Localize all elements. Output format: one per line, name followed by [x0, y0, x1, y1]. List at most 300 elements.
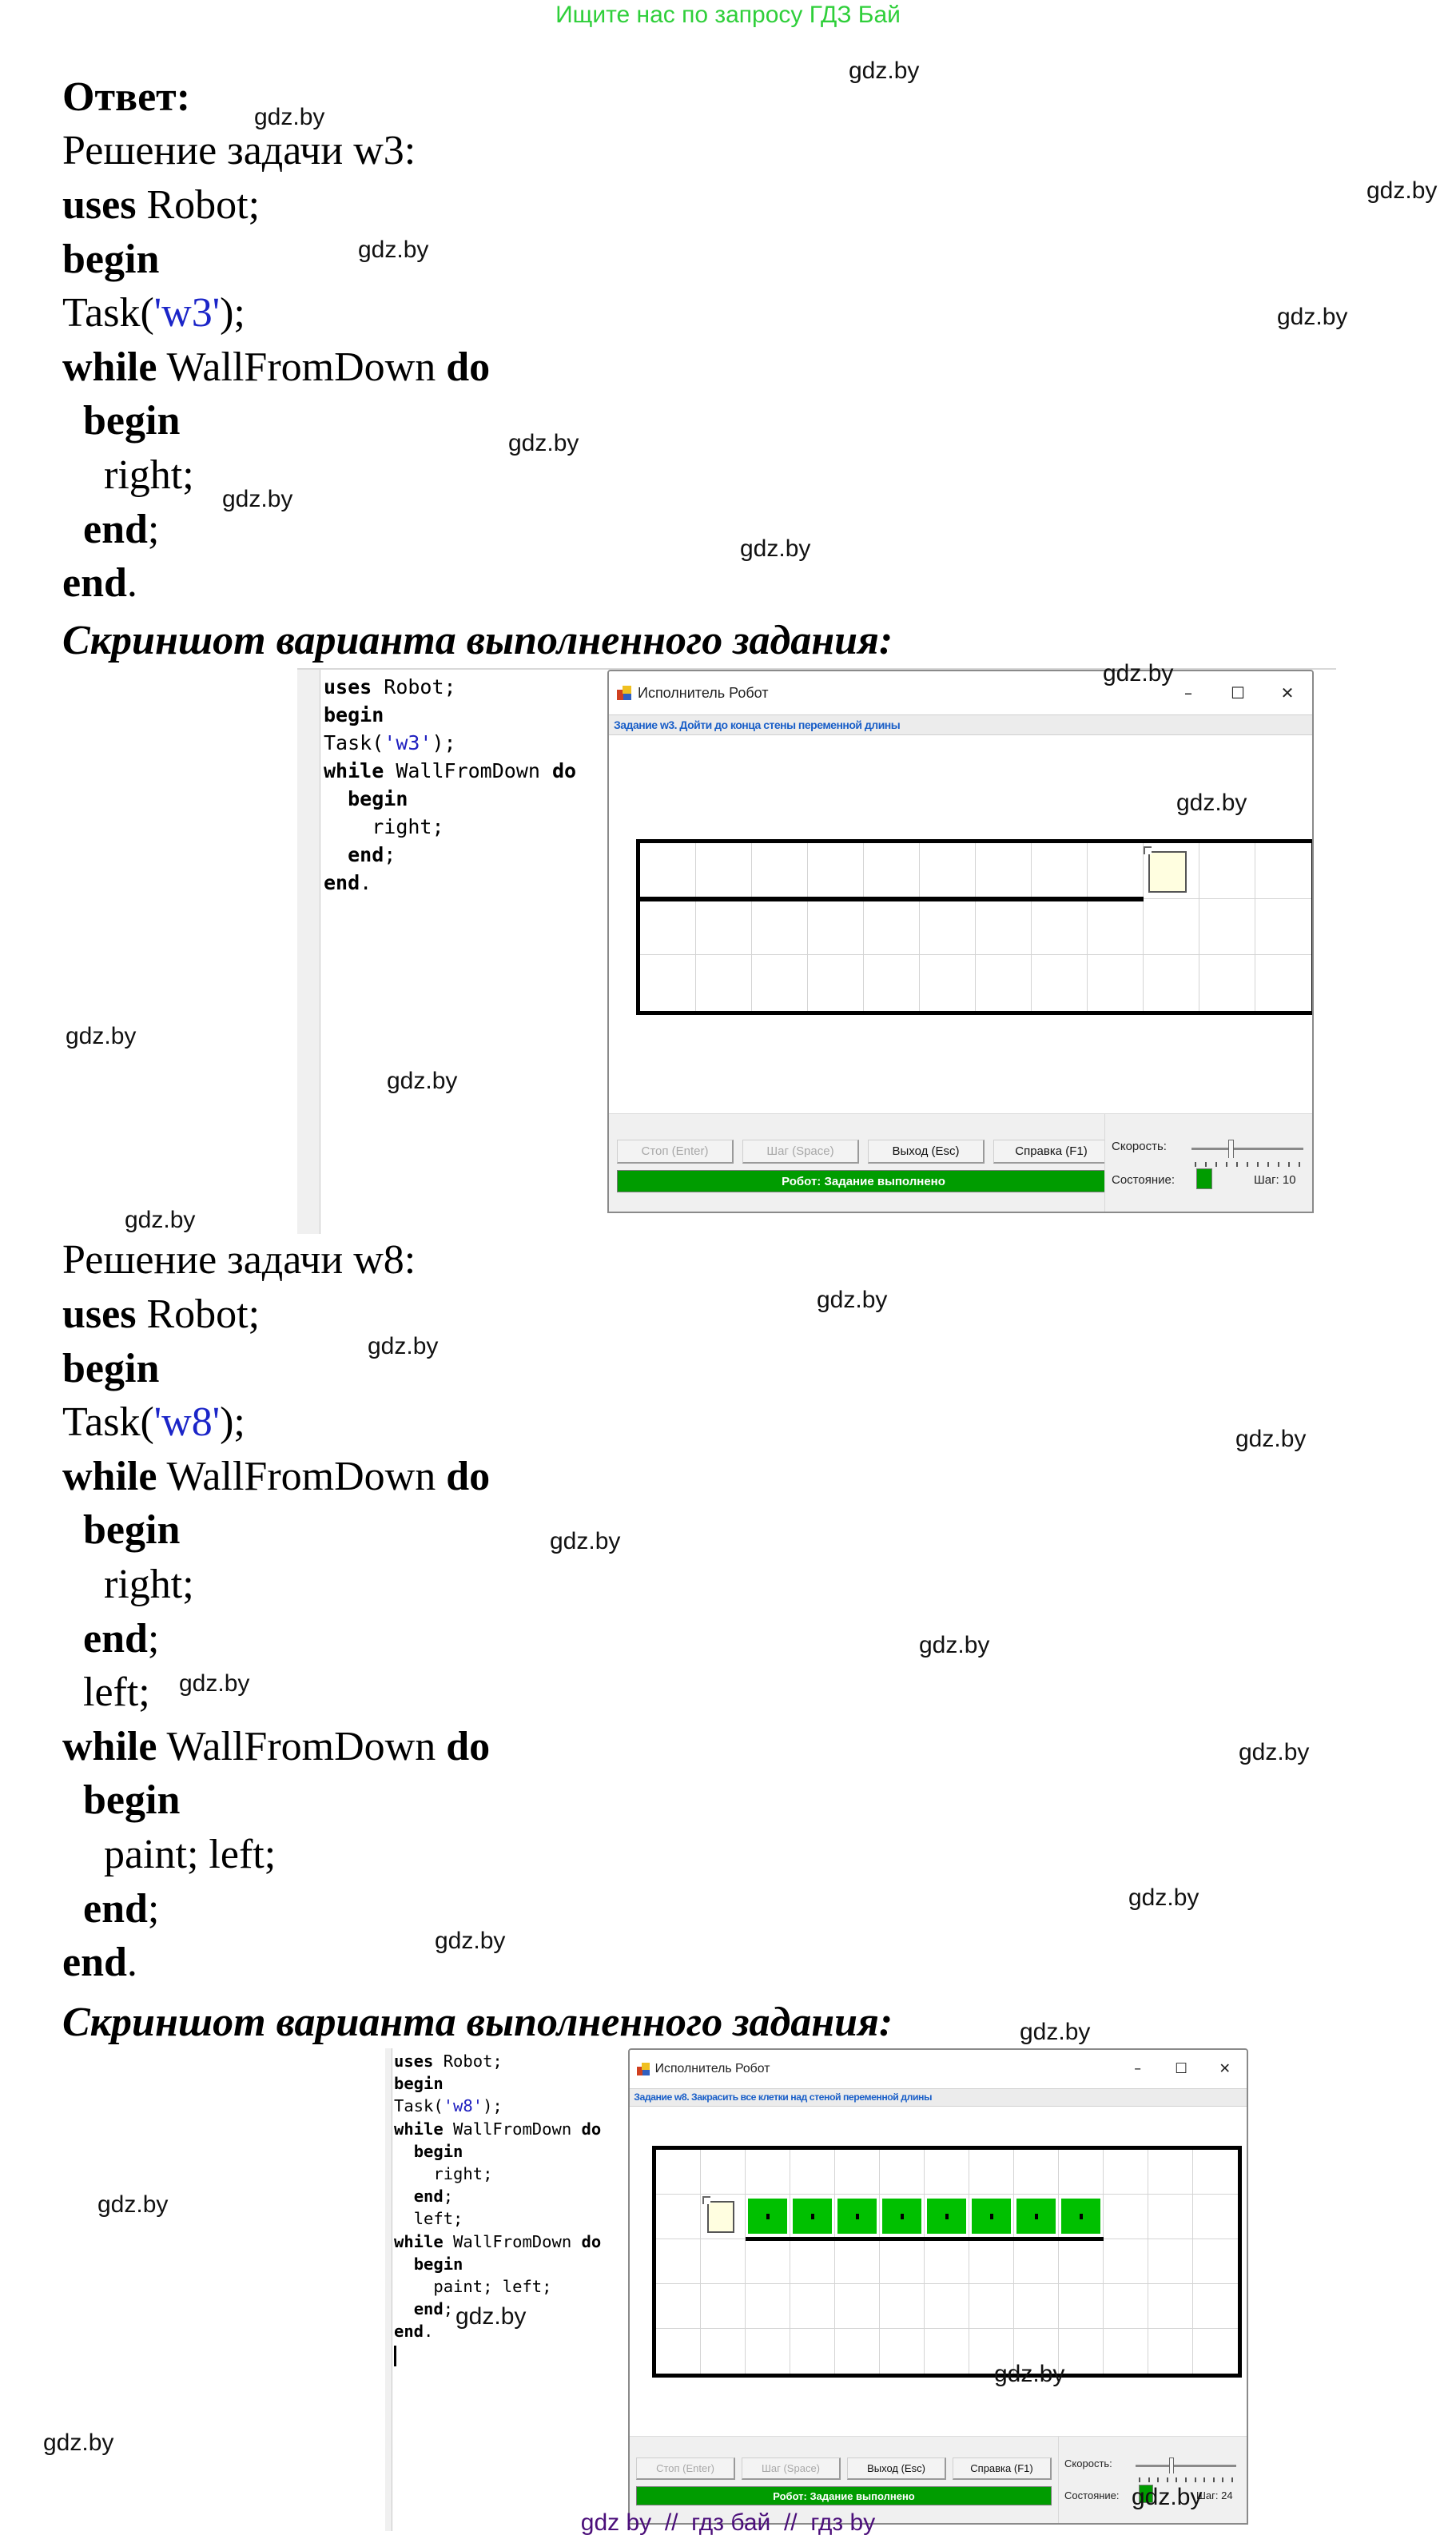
editor-line — [324, 785, 576, 813]
code-token: Robot; — [433, 2052, 503, 2071]
footer-links[interactable]: gdz by // гдз бай // гдз by — [580, 2509, 876, 2536]
state-label: Состояние: — [1112, 1173, 1176, 1187]
speed-ticks — [1195, 1162, 1300, 1167]
grid-cell — [1059, 2329, 1104, 2374]
code-token — [62, 1832, 104, 1877]
editor-line — [394, 2050, 601, 2072]
step-counter: Шаг: 24 — [1196, 2489, 1233, 2501]
editor-line — [394, 2231, 601, 2253]
grid-cell — [701, 2284, 746, 2329]
tick — [1157, 2477, 1159, 2482]
grid-cell — [1255, 955, 1311, 1011]
watermark: gdz.by — [550, 1528, 621, 1554]
grid-cell — [1088, 955, 1144, 1011]
exit-button[interactable]: Выход (Esc) — [847, 2457, 946, 2480]
grid-cell — [701, 2329, 746, 2374]
editor-line — [394, 2275, 601, 2298]
speed-slider-track[interactable] — [1191, 1148, 1303, 1150]
code-token: begin — [83, 1777, 181, 1824]
tick — [1226, 1162, 1227, 1167]
painted-cell — [882, 2199, 921, 2234]
code-token: 'w8' — [153, 1399, 221, 1446]
close-button[interactable]: ✕ — [1280, 683, 1295, 702]
code-line — [62, 1342, 159, 1396]
code-token: end — [62, 1940, 127, 1986]
code-token: right; — [372, 815, 444, 838]
code-token: ); — [220, 290, 245, 336]
window-controls — [1164, 671, 1312, 714]
code-token: end — [83, 1615, 148, 1662]
watermark: gdz.by — [849, 58, 920, 84]
grid-cell — [880, 2239, 925, 2284]
speed-slider-thumb[interactable] — [1169, 2457, 1174, 2473]
editor-line — [394, 2253, 601, 2275]
grid-cell — [1104, 2239, 1148, 2284]
code-token — [62, 1777, 83, 1823]
grid-cell — [808, 899, 864, 955]
robot — [707, 2201, 734, 2233]
help-button[interactable]: Справка (F1) — [993, 1140, 1110, 1164]
editor-line — [394, 2185, 601, 2207]
code-token — [394, 2187, 414, 2206]
grid-cell — [1148, 2284, 1193, 2329]
watermark: gdz.by — [43, 2430, 114, 2456]
grid-cell — [835, 2150, 880, 2195]
code-token: Robot; — [136, 182, 261, 228]
grid-cell — [864, 955, 920, 1011]
code-token: begin — [83, 398, 181, 444]
grid-cell — [1088, 843, 1144, 899]
code-token — [324, 815, 372, 838]
side-panel — [1104, 1114, 1312, 1212]
code-token — [62, 1507, 83, 1553]
watermark: gdz.by — [387, 1068, 458, 1094]
code-token: begin — [394, 2074, 444, 2094]
grid-cell — [696, 843, 752, 899]
painted-cell — [793, 2199, 832, 2234]
code-token: right; — [104, 452, 194, 498]
status-bar: Робот: Задание выполнено — [636, 2486, 1052, 2505]
code-token — [324, 843, 348, 866]
grid-cell — [969, 2239, 1014, 2284]
code-token: Task( — [62, 290, 154, 336]
code-token: end — [413, 2299, 444, 2319]
state-indicator — [1196, 1168, 1212, 1189]
editor-gutter — [385, 2048, 392, 2531]
code-token: begin — [62, 1345, 160, 1391]
code-token: WallFromDown — [384, 759, 552, 782]
grid-cell — [1032, 899, 1088, 955]
grid-cell — [746, 2329, 790, 2374]
grid-cell — [1059, 2239, 1104, 2284]
code-token — [394, 2164, 433, 2183]
maximize-button[interactable]: ☐ — [1175, 2060, 1188, 2077]
grid-cell — [640, 955, 696, 1011]
editor-line — [394, 2072, 601, 2095]
code-line — [62, 1395, 245, 1450]
speed-slider-track[interactable] — [1136, 2465, 1236, 2467]
grid-cell — [1104, 2284, 1148, 2329]
watermark: gdz.by — [97, 2191, 169, 2218]
code-token: uses — [62, 182, 137, 228]
grid-cell — [925, 2239, 969, 2284]
code-token: do — [446, 344, 491, 390]
code-token: paint; left; — [433, 2277, 552, 2297]
window-titlebar — [609, 671, 1312, 714]
state-label: Состояние: — [1064, 2489, 1120, 2501]
grid-cell — [880, 2150, 925, 2195]
tick — [1205, 1162, 1207, 1167]
code-token — [62, 1562, 104, 1607]
grid-cell — [925, 2284, 969, 2329]
code-token: . — [360, 871, 372, 894]
code-token: while — [394, 2119, 444, 2139]
tick — [1278, 1162, 1279, 1167]
code-token — [62, 398, 83, 444]
editor-line — [394, 2095, 601, 2117]
tick — [1139, 2477, 1140, 2482]
grid-cell — [920, 843, 976, 899]
grid-cell — [1193, 2239, 1238, 2284]
watermark: gdz.by — [368, 1333, 439, 1359]
code-line — [62, 1450, 490, 1504]
grid-cell — [808, 955, 864, 1011]
grid-cell — [1255, 843, 1311, 899]
grid-cell — [746, 2239, 790, 2284]
watermark: gdz.by — [358, 237, 429, 263]
code-token: do — [446, 1723, 491, 1769]
code-token: while — [394, 2231, 444, 2251]
code-token: uses — [394, 2052, 434, 2071]
editor-line — [324, 841, 576, 869]
solution-w8-title: Решение задачи w8: — [62, 1237, 416, 1283]
code-editor[interactable] — [320, 670, 608, 1234]
code-token: while — [324, 759, 384, 782]
code-token: do — [446, 1453, 491, 1499]
step-button[interactable]: Шаг (Space) — [742, 2457, 841, 2480]
watermark: gdz.by — [919, 1632, 990, 1658]
code-line — [62, 1882, 159, 1936]
answer-label: Ответ: — [62, 74, 191, 120]
grid-cell — [1148, 2329, 1193, 2374]
code-line — [62, 233, 159, 287]
grid-cell — [752, 955, 808, 1011]
watermark: gdz.by — [1132, 2484, 1203, 2510]
code-token: left; — [413, 2209, 463, 2229]
grid-cell — [1193, 2150, 1238, 2195]
code-token: end — [83, 1885, 148, 1932]
painted-cell — [837, 2199, 877, 2234]
code-token: end — [413, 2187, 444, 2207]
grid-cell — [1199, 899, 1255, 955]
painted-cell — [972, 2199, 1011, 2234]
painted-cell — [1061, 2199, 1100, 2234]
grid-cell — [1148, 2150, 1193, 2195]
screenshot-caption-w3: Скриншот варианта выполненного задания: — [62, 618, 893, 663]
code-token: Task( — [394, 2096, 444, 2116]
grid-cell — [1014, 2284, 1059, 2329]
grid-cell — [1104, 2329, 1148, 2374]
grid-cell — [1032, 843, 1088, 899]
speed-slider-thumb[interactable] — [1228, 1140, 1234, 1158]
app-icon — [637, 2063, 650, 2075]
tick — [1267, 1162, 1269, 1167]
code-token — [62, 1669, 83, 1715]
editor-line — [324, 813, 576, 841]
close-button[interactable]: ✕ — [1219, 2060, 1231, 2077]
watermark: gdz.by — [1366, 177, 1438, 204]
watermark: gdz.by — [66, 1023, 137, 1049]
search-hint-header[interactable]: Ищите нас по запросу ГДЗ Бай — [555, 2, 901, 28]
code-line — [62, 178, 260, 233]
robot-field — [652, 2146, 1242, 2378]
tick — [1222, 2477, 1223, 2482]
step-button[interactable]: Шаг (Space) — [742, 1140, 859, 1164]
grid-cell — [790, 2150, 835, 2195]
grid-cell — [1255, 899, 1311, 955]
grid-cell — [1059, 2150, 1104, 2195]
watermark: gdz.by — [817, 1287, 888, 1313]
speed-ticks — [1139, 2477, 1233, 2482]
tick — [1236, 1162, 1238, 1167]
status-bar: Робот: Задание выполнено — [617, 1170, 1110, 1192]
code-token: end — [394, 2322, 424, 2342]
code-token — [394, 2142, 414, 2161]
code-token — [62, 452, 104, 498]
code-token: begin — [348, 787, 408, 810]
code-line — [62, 1720, 490, 1774]
code-token: ; — [443, 2299, 454, 2319]
grid-cell — [880, 2284, 925, 2329]
code-line — [62, 556, 137, 611]
painted-cell — [927, 2199, 966, 2234]
code-line — [62, 1612, 159, 1666]
code-token: do — [581, 2231, 602, 2251]
wall — [640, 897, 1144, 901]
watermark: gdz.by — [1020, 2019, 1091, 2045]
grid-cell — [835, 2329, 880, 2374]
editor-line — [324, 673, 576, 701]
watermark: gdz.by — [179, 1670, 250, 1697]
tick — [1288, 1162, 1290, 1167]
code-token — [324, 787, 348, 810]
code-token — [394, 2209, 414, 2228]
screenshot-w8 — [385, 2048, 1264, 2531]
watermark: gdz.by — [125, 1207, 196, 1233]
window-title: Исполнитель Робот — [638, 684, 769, 701]
tick — [1176, 2477, 1177, 2482]
tick — [1195, 2477, 1196, 2482]
code-line — [62, 1828, 276, 1882]
grid-cell — [1199, 955, 1255, 1011]
grid-cell — [976, 955, 1032, 1011]
code-token: WallFromDown — [443, 2119, 582, 2139]
code-token: 'w8' — [443, 2096, 483, 2116]
watermark: gdz.by — [1235, 1426, 1307, 1452]
wall — [746, 2237, 1104, 2241]
code-line — [62, 1773, 180, 1828]
code-token — [394, 2254, 414, 2274]
grid-cell — [1014, 2150, 1059, 2195]
grid-cell — [640, 843, 696, 899]
robot-window — [607, 670, 1314, 1213]
code-token: ; — [147, 1885, 160, 1932]
tick — [1185, 2477, 1187, 2482]
code-token: Task( — [62, 1399, 154, 1446]
code-token: end — [83, 506, 148, 552]
code-token: end — [62, 560, 127, 607]
grid-cell — [656, 2150, 701, 2195]
code-token: begin — [62, 236, 160, 282]
code-token — [62, 507, 83, 552]
exit-button[interactable]: Выход (Esc) — [868, 1140, 985, 1164]
code-token: 'w3' — [153, 290, 221, 336]
code-token: while — [62, 1453, 157, 1499]
grid-cell — [1104, 2150, 1148, 2195]
grid-cell — [656, 2239, 701, 2284]
grid-cell — [920, 955, 976, 1011]
editor-line — [394, 2163, 601, 2185]
code-line — [62, 1936, 137, 1990]
grid-cell — [1059, 2284, 1104, 2329]
grid-cell — [640, 899, 696, 955]
painted-cell — [748, 2199, 787, 2234]
window-titlebar — [630, 2050, 1247, 2088]
code-token: right; — [104, 1562, 194, 1607]
code-token: begin — [83, 1507, 181, 1554]
code-line — [62, 1665, 150, 1720]
code-token: Task( — [324, 731, 384, 754]
watermark: gdz.by — [994, 2361, 1065, 2387]
tick — [1213, 2477, 1215, 2482]
robot-field — [636, 839, 1314, 1015]
watermark: gdz.by — [1103, 660, 1174, 686]
code-token: while — [62, 344, 157, 390]
grid-cell — [752, 899, 808, 955]
code-token: paint; left; — [104, 1832, 276, 1877]
text-cursor — [394, 2346, 396, 2366]
watermark: gdz.by — [1239, 1739, 1310, 1765]
code-token: WallFromDown — [157, 1723, 447, 1769]
stop-button[interactable]: Стоп (Enter) — [617, 1140, 734, 1164]
minimize-button[interactable]: – — [1184, 683, 1192, 702]
editor-line — [394, 2140, 601, 2163]
grid-cell — [1104, 2195, 1148, 2239]
code-token — [62, 1886, 83, 1932]
grid-cell — [656, 2284, 701, 2329]
code-token: ); — [220, 1399, 245, 1446]
code-token: do — [551, 759, 577, 782]
tick — [1231, 2477, 1233, 2482]
tick — [1195, 1162, 1196, 1167]
code-token: . — [126, 1940, 137, 1986]
editor-line — [324, 701, 576, 729]
code-token: . — [126, 560, 137, 607]
code-token: WallFromDown — [157, 344, 447, 390]
tick — [1167, 2477, 1168, 2482]
code-token: end — [324, 871, 360, 894]
speed-label: Скорость: — [1064, 2457, 1112, 2469]
grid-cell — [696, 899, 752, 955]
grid-cell — [925, 2329, 969, 2374]
grid-cell — [790, 2329, 835, 2374]
code-line — [62, 1503, 180, 1558]
code-line — [62, 1558, 194, 1612]
grid-cell — [1088, 899, 1144, 955]
code-token: ; — [147, 1615, 160, 1662]
maximize-button[interactable]: ☐ — [1231, 683, 1245, 702]
speed-label: Скорость: — [1112, 1140, 1167, 1153]
watermark: gdz.by — [508, 430, 579, 456]
grid-cell — [920, 899, 976, 955]
code-token: end — [348, 843, 384, 866]
grid-cell — [746, 2284, 790, 2329]
grid-cell — [1193, 2329, 1238, 2374]
grid-cell — [969, 2284, 1014, 2329]
code-token: ; — [384, 843, 396, 866]
code-token: . — [424, 2322, 434, 2342]
editor-line — [324, 729, 576, 757]
grid-cell — [864, 899, 920, 955]
code-token: uses — [324, 675, 372, 698]
editor-line — [324, 869, 576, 897]
code-line — [62, 340, 490, 395]
grid-cell — [790, 2239, 835, 2284]
solution-w3-title: Решение задачи w3: — [62, 128, 416, 173]
window-title: Исполнитель Робот — [654, 2061, 770, 2075]
editor-gutter — [297, 670, 320, 1234]
help-button[interactable]: Справка (F1) — [953, 2457, 1052, 2480]
tick — [1257, 1162, 1259, 1167]
grid-cell — [656, 2195, 701, 2239]
tick — [1299, 1162, 1300, 1167]
code-token: uses — [62, 1291, 137, 1337]
grid-cell — [976, 899, 1032, 955]
code-token: begin — [413, 2141, 463, 2161]
code-token: 'w3' — [384, 731, 432, 754]
editor-line — [394, 2207, 601, 2230]
tick — [1247, 1162, 1248, 1167]
code-token — [62, 1616, 83, 1662]
tick — [1215, 1162, 1217, 1167]
grid-cell — [1148, 2239, 1193, 2284]
minimize-button[interactable]: – — [1134, 2060, 1142, 2077]
watermark: gdz.by — [1176, 790, 1247, 816]
watermark: gdz.by — [254, 104, 325, 130]
grid-cell — [1193, 2195, 1238, 2239]
grid-cell — [696, 955, 752, 1011]
code-editor[interactable] — [392, 2048, 629, 2531]
grid-cell — [790, 2284, 835, 2329]
code-token: begin — [413, 2254, 463, 2274]
code-token: WallFromDown — [157, 1453, 447, 1499]
grid-cell — [880, 2329, 925, 2374]
code-token — [394, 2277, 433, 2296]
watermark: gdz.by — [740, 535, 811, 562]
task-description: Задание w3. Дойти до конца стены переменной длины — [609, 714, 1312, 735]
code-line — [62, 394, 180, 448]
code-token: Robot; — [372, 675, 456, 698]
grid-cell — [835, 2239, 880, 2284]
stop-button[interactable]: Стоп (Enter) — [636, 2457, 735, 2480]
code-token: begin — [324, 703, 384, 726]
screenshot-caption-w8: Скриншот варианта выполненного задания: — [62, 2000, 893, 2045]
editor-line — [394, 2118, 601, 2140]
grid-cell — [1014, 2239, 1059, 2284]
grid-cell — [1144, 899, 1199, 955]
watermark: gdz.by — [1128, 1884, 1199, 1911]
grid-cell — [925, 2150, 969, 2195]
